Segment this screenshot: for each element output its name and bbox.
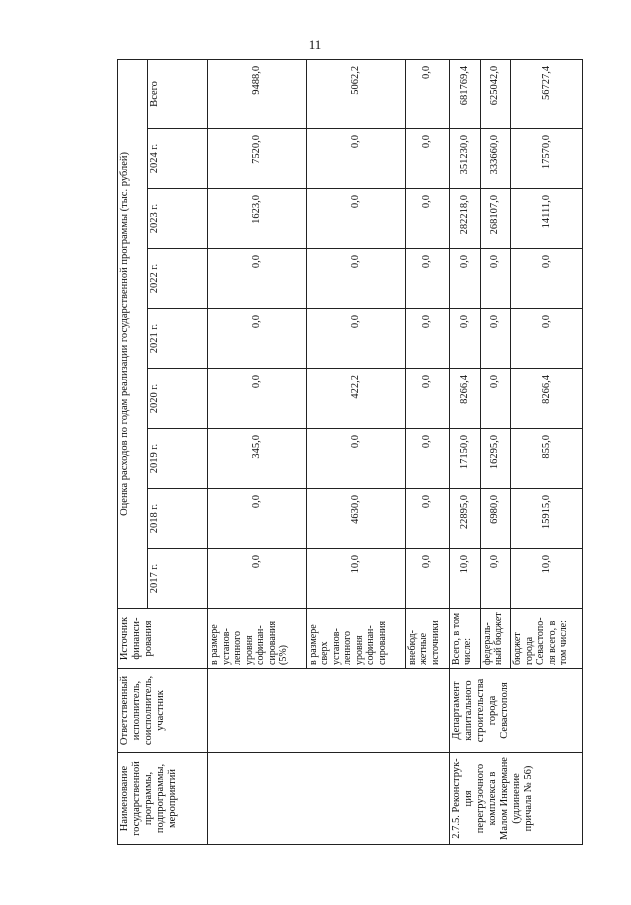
header-year: 2022 г. bbox=[148, 249, 208, 309]
value-cell: 15915,0 bbox=[511, 489, 583, 549]
budget-table bbox=[117, 59, 583, 845]
value-cell: 855,0 bbox=[511, 429, 583, 489]
value-cell: 0,0 bbox=[480, 249, 511, 309]
value-cell: 0,0 bbox=[405, 369, 449, 429]
value-cell: 0,0 bbox=[208, 549, 307, 609]
value-cell: 0,0 bbox=[480, 369, 511, 429]
rotated-table-container bbox=[117, 60, 583, 845]
source-cell: Всего, в том числе: bbox=[449, 609, 480, 669]
value-cell: 282218,0 bbox=[449, 189, 480, 249]
value-cell: 0,0 bbox=[449, 309, 480, 369]
value-cell: 7520,0 bbox=[208, 129, 307, 189]
value-cell: 351230,0 bbox=[449, 129, 480, 189]
value-cell: 0,0 bbox=[306, 429, 405, 489]
value-cell: 0,0 bbox=[306, 249, 405, 309]
value-cell: 0,0 bbox=[449, 249, 480, 309]
total-cell: 0,0 bbox=[405, 59, 449, 128]
value-cell: 0,0 bbox=[208, 249, 307, 309]
value-cell: 422,2 bbox=[306, 369, 405, 429]
total-cell: 56727,4 bbox=[511, 59, 583, 128]
header-year: 2023 г. bbox=[148, 189, 208, 249]
header-estimate: Оценка расходов по годам реализации государственной программы (тыс. рублей) bbox=[118, 59, 148, 608]
value-cell: 0,0 bbox=[405, 249, 449, 309]
value-cell: 0,0 bbox=[511, 249, 583, 309]
value-cell: 14111,0 bbox=[511, 189, 583, 249]
value-cell: 0,0 bbox=[208, 489, 307, 549]
value-cell: 0,0 bbox=[405, 429, 449, 489]
value-cell: 22895,0 bbox=[449, 489, 480, 549]
value-cell: 0,0 bbox=[405, 129, 449, 189]
value-cell: 17150,0 bbox=[449, 429, 480, 489]
value-cell: 8266,4 bbox=[449, 369, 480, 429]
value-cell: 0,0 bbox=[306, 309, 405, 369]
value-cell: 0,0 bbox=[405, 189, 449, 249]
source-cell: федераль-ный бюджет bbox=[480, 609, 511, 669]
value-cell: 0,0 bbox=[208, 369, 307, 429]
value-cell: 333660,0 bbox=[480, 129, 511, 189]
value-cell: 0,0 bbox=[405, 549, 449, 609]
value-cell: 6980,0 bbox=[480, 489, 511, 549]
value-cell: 10,0 bbox=[449, 549, 480, 609]
header-year: 2018 г. bbox=[148, 489, 208, 549]
total-cell: 625042,0 bbox=[480, 59, 511, 128]
page-number: 11 bbox=[308, 37, 322, 52]
value-cell: 345,0 bbox=[208, 429, 307, 489]
value-cell: 10,0 bbox=[306, 549, 405, 609]
header-year: 2020 г. bbox=[148, 369, 208, 429]
value-cell: 0,0 bbox=[405, 309, 449, 369]
value-cell: 0,0 bbox=[511, 309, 583, 369]
value-cell: 0,0 bbox=[480, 309, 511, 369]
header-executor: Ответственный исполнитель, соисполнитель, участник bbox=[118, 669, 208, 753]
source-cell: внебюд-жетные источники bbox=[405, 609, 449, 669]
value-cell: 4630,0 bbox=[306, 489, 405, 549]
header-year: 2017 г. bbox=[148, 549, 208, 609]
total-cell: 9488,0 bbox=[208, 59, 307, 128]
table-row bbox=[208, 59, 307, 844]
header-year: 2019 г. bbox=[148, 429, 208, 489]
value-cell: 0,0 bbox=[208, 309, 307, 369]
value-cell: 10,0 bbox=[511, 549, 583, 609]
value-cell: 0,0 bbox=[405, 489, 449, 549]
measure-executor-cell: Департамент капитального строительства города Севастополя bbox=[449, 669, 582, 753]
total-cell: 681769,4 bbox=[449, 59, 480, 128]
value-cell: 268107,0 bbox=[480, 189, 511, 249]
value-cell: 17570,0 bbox=[511, 129, 583, 189]
source-cell: бюджет города Севастопо-ля всего, в том числе: bbox=[511, 609, 583, 669]
header-total: Всего bbox=[148, 59, 208, 128]
source-cell: в размере установ-ленного уровня софинан-сирования (5%) bbox=[208, 609, 307, 669]
table-row bbox=[449, 59, 480, 844]
header-name: Наименование государственной программы, подпрограммы, мероприятий bbox=[118, 753, 208, 845]
value-cell: 0,0 bbox=[480, 549, 511, 609]
value-cell: 0,0 bbox=[306, 129, 405, 189]
measure-name-cell: 2.7.5. Реконструк-ция перегрузочного комплекса в Малом Инкермане (удлинение причала № 56) bbox=[449, 753, 582, 845]
name-cell-empty bbox=[208, 753, 450, 845]
header-year: 2024 г. bbox=[148, 129, 208, 189]
value-cell: 8266,4 bbox=[511, 369, 583, 429]
executor-cell-empty bbox=[208, 669, 450, 753]
source-cell: в размере сверх установ-ленного уровня софинан-сирования bbox=[306, 609, 405, 669]
header-year: 2021 г. bbox=[148, 309, 208, 369]
value-cell: 1623,0 bbox=[208, 189, 307, 249]
total-cell: 5062,2 bbox=[306, 59, 405, 128]
header-source: Источник финанси-рования bbox=[118, 609, 208, 669]
value-cell: 16295,0 bbox=[480, 429, 511, 489]
value-cell: 0,0 bbox=[306, 189, 405, 249]
